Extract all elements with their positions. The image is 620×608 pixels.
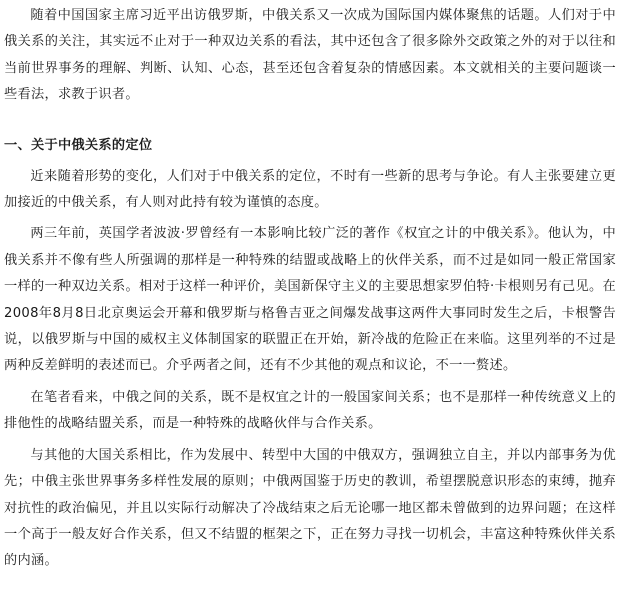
paragraph-1: 近来随着形势的变化，人们对于中俄关系的定位，不时有一些新的思考与争论。有人主张要建立更加接近的中俄关系，有人则对此持有较为谨慎的态度。	[4, 168, 616, 211]
section-spacer	[4, 109, 616, 133]
paragraph-2: 两三年前，英国学者波波·罗曾经有一本影响比较广泛的著作《权宜之计的中俄关系》。他认为，中俄关系并不像有些人所强调的那样是一种特殊的结盟或战略上的伙伴关系，而不过是如同一般正常国家一样的一种双边关系。相对于这样一种评价，美国新保守主义的主要思想家罗伯特·卡根则另有己见。在2008年8月8日北京奥运会开幕和俄罗斯与格鲁吉亚之间爆发战事这两件大事同时发生之后，卡根警告说，以俄罗斯与中国的威权主义体制国家的联盟正在开始，新冷战的危险正在来临。这里列举的不过是两种反差鲜明的表述而已。介乎两者之间，还有不少其他的观点和议论，不一一赘述。	[4, 226, 616, 374]
paragraph-4: 与其他的大国关系相比，作为发展中、转型中大国的中俄双方，强调独立自主，并以内部事务为优先；中俄主张世界事务多样性发展的原则；中俄两国鉴于历史的教训，希望摆脱意识形态的束缚，抛弃对抗性的政治偏见，并且以实际行动解决了冷战结束之后无论哪一地区都未曾做到的边界问题；在这样一个高于一般友好合作关系，但又不结盟的框架之下，正在努力寻找一切机会，丰富这种特殊伙伴关系的内涵。	[4, 447, 616, 569]
paragraph-3: 在笔者看来，中俄之间的关系，既不是权宜之计的一般国家间关系；也不是那样一种传统意义上的排他性的战略结盟关系，而是一种特殊的战略伙伴与合作关系。	[4, 389, 616, 432]
intro-paragraph: 随着中国国家主席习近平出访俄罗斯，中俄关系又一次成为国际国内媒体聚焦的话题。人们对于中俄关系的关注，其实远不止对于一种双边关系的看法，其中还包含了很多除外交政策之外的对于以往和当前世界事务的理解、判断、认知、心态，甚至还包含着复杂的情感因素。本文就相关的主要问题谈一些看法，求教于识者。	[4, 8, 616, 103]
section-heading: 一、关于中俄关系的定位	[4, 137, 153, 153]
